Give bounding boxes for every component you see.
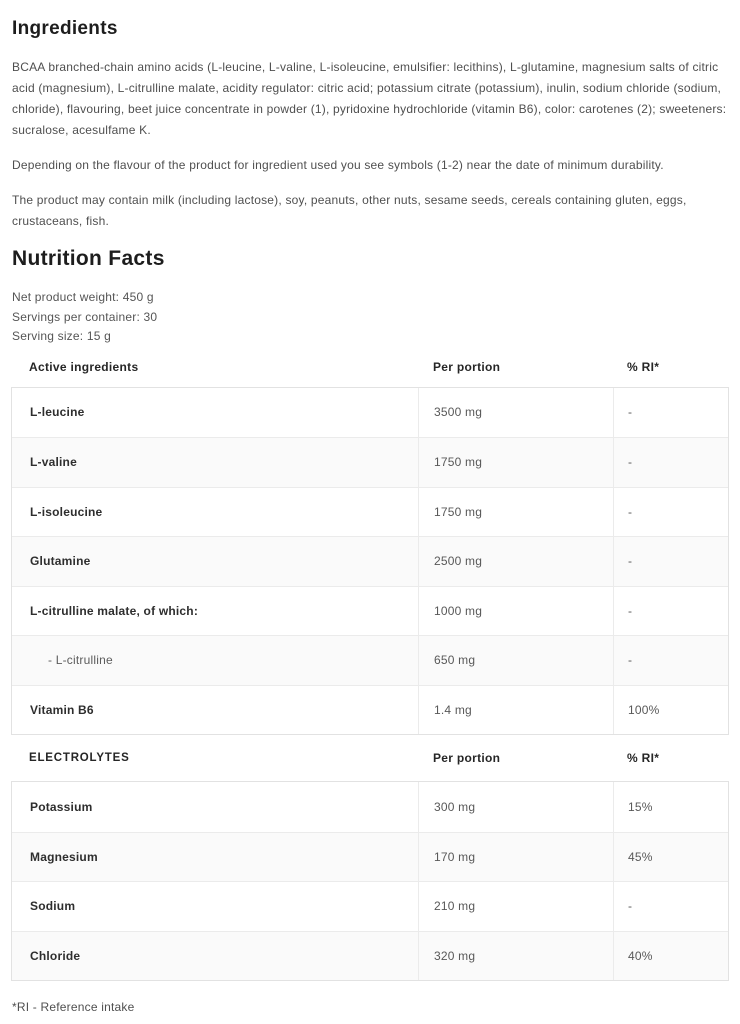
electrolytes-table-header bbox=[11, 735, 729, 781]
electrolyte-ri: - bbox=[613, 882, 728, 931]
table-row bbox=[12, 388, 728, 438]
ingredient-ri: 100% bbox=[613, 686, 728, 735]
table-row bbox=[12, 832, 728, 882]
column-header-ri: % RI* bbox=[627, 751, 660, 765]
column-header-per-portion: Per portion bbox=[433, 751, 501, 765]
ingredient-amount: 1750 mg bbox=[418, 488, 613, 537]
electrolyte-ri: 40% bbox=[613, 932, 728, 981]
electrolyte-ri: 15% bbox=[613, 782, 728, 832]
flavour-note-text: Depending on the flavour of the product for ingredient used you see symbols (1-2) near the date of minimum durability. bbox=[12, 158, 664, 172]
ingredient-name: L-citrulline malate, of which: bbox=[30, 603, 199, 618]
table-row bbox=[12, 881, 728, 931]
ingredient-amount: 650 mg bbox=[418, 636, 613, 685]
table-row bbox=[12, 586, 728, 636]
electrolyte-ri: 45% bbox=[613, 833, 728, 882]
serving-meta bbox=[12, 288, 729, 347]
ingredient-amount: 2500 mg bbox=[418, 537, 613, 586]
ingredient-amount: 1750 mg bbox=[418, 438, 613, 487]
electrolyte-name: Potassium bbox=[30, 799, 93, 814]
electrolyte-amount: 320 mg bbox=[418, 932, 613, 981]
ingredient-ri: - bbox=[613, 388, 728, 438]
column-header-per-portion: Per portion bbox=[433, 359, 501, 374]
electrolyte-amount: 210 mg bbox=[418, 882, 613, 931]
ingredient-name: L-valine bbox=[30, 455, 77, 470]
ingredient-amount: 1000 mg bbox=[418, 587, 613, 636]
column-header-active-ingredients: Active ingredients bbox=[29, 359, 139, 374]
ingredients-heading: Ingredients bbox=[12, 18, 118, 39]
column-header-ri: % RI* bbox=[627, 359, 660, 374]
net-weight-text: Net product weight: 450 g bbox=[12, 290, 154, 304]
active-ingredients-table bbox=[11, 387, 729, 736]
electrolyte-name: Chloride bbox=[30, 948, 81, 963]
column-header-electrolytes: ELECTROLYTES bbox=[29, 752, 130, 764]
ingredient-name: Glutamine bbox=[30, 554, 91, 569]
electrolyte-name: Sodium bbox=[30, 899, 76, 914]
servings-per-container-text: Servings per container: 30 bbox=[12, 309, 158, 324]
allergen-note-text: The product may contain milk (including lactose), soy, peanuts, other nuts, sesame seeds, cereals containing gluten, eggs, crustaceans, fish. bbox=[12, 193, 687, 228]
table-row bbox=[12, 437, 728, 487]
electrolytes-table bbox=[11, 781, 729, 981]
ingredient-name: - L-citrulline bbox=[48, 653, 113, 668]
table-row bbox=[12, 487, 728, 537]
ingredient-ri: - bbox=[613, 537, 728, 586]
active-ingredients-table-header bbox=[11, 347, 729, 387]
table-row bbox=[12, 685, 728, 735]
ingredient-ri: - bbox=[613, 587, 728, 636]
table-row bbox=[12, 536, 728, 586]
serving-size-text: Serving size: 15 g bbox=[12, 329, 111, 343]
ingredient-name: Vitamin B6 bbox=[30, 702, 94, 717]
electrolyte-amount: 300 mg bbox=[418, 782, 613, 832]
ingredients-composition-text: BCAA branched-chain amino acids (L-leucine, L-valine, L-isoleucine, emulsifier: lecithins), L-glutamine, magnesium salts of citric acid (magnesium), L-citrulline malate, acidity regulator: citric acid; potassium citrate (potassium), inulin, sodium chloride (sodium, chloride), flavouring, beet juice concentrate in powder (1), pyridoxine hydrochloride (vitamin B6), color: carotenes (2); sweeteners: sucralose, acesulfame K. bbox=[12, 60, 727, 137]
reference-intake-footnote: *RI - Reference intake bbox=[12, 1000, 135, 1014]
ingredient-name: L-leucine bbox=[30, 405, 85, 420]
ingredient-name: L-isoleucine bbox=[30, 504, 103, 519]
table-row-sub bbox=[12, 635, 728, 685]
electrolyte-name: Magnesium bbox=[30, 849, 98, 864]
nutrition-facts-heading: Nutrition Facts bbox=[12, 247, 165, 270]
ingredient-amount: 1.4 mg bbox=[418, 686, 613, 735]
table-row bbox=[12, 931, 728, 981]
ingredient-ri: - bbox=[613, 636, 728, 685]
table-row bbox=[12, 782, 728, 832]
ingredient-ri: - bbox=[613, 438, 728, 487]
ingredient-amount: 3500 mg bbox=[418, 388, 613, 438]
ingredient-ri: - bbox=[613, 488, 728, 537]
electrolyte-amount: 170 mg bbox=[418, 833, 613, 882]
